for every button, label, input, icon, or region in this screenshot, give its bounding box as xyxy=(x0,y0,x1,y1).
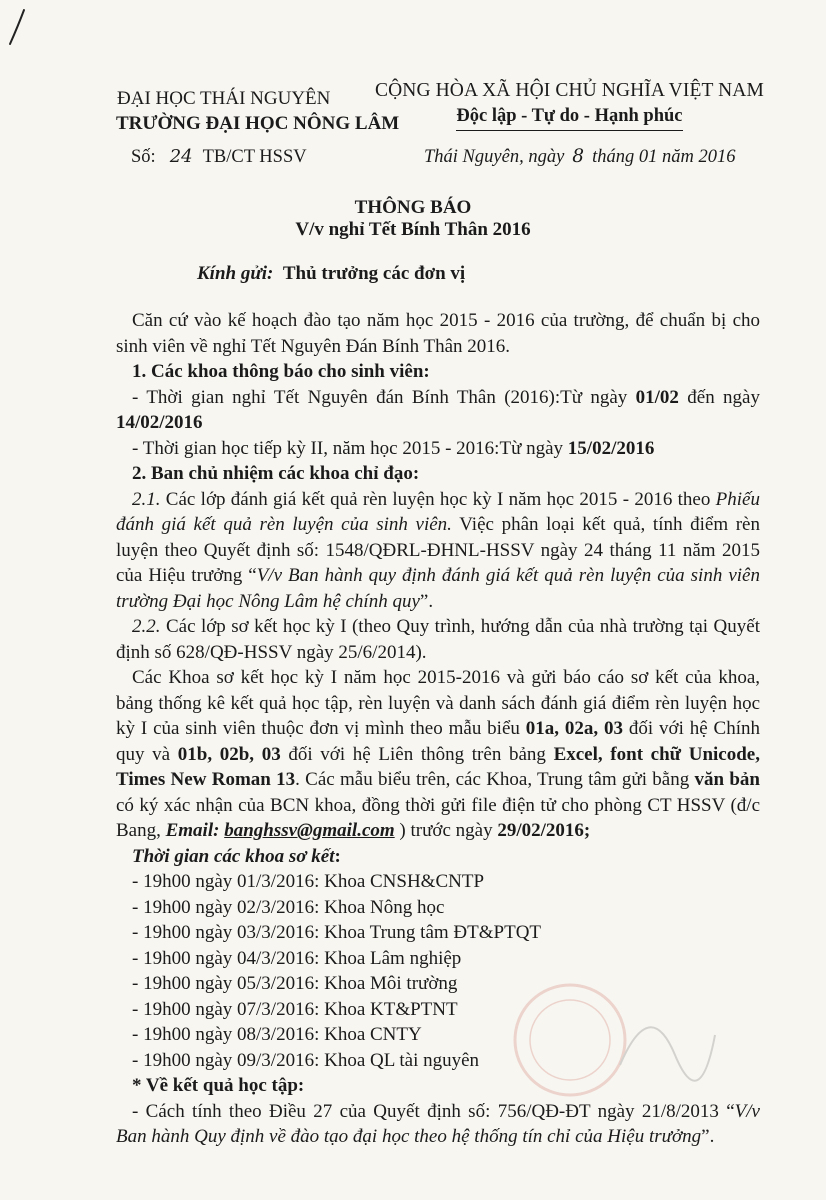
result-text-c: ”. xyxy=(701,1126,715,1147)
s1-l2-text: - Thời gian học tiếp kỳ II, năm học 2015 - 2016:Từ ngày xyxy=(132,437,568,459)
result-decision-title: V/v Ban hành Quy định về đào tạo đại học theo hệ thống tín chỉ của Hiệu trưởng xyxy=(116,1100,760,1147)
document-title: THÔNG BÁO xyxy=(354,197,472,218)
p3-forms-transfer: 01b, 02b, 03 xyxy=(177,743,281,765)
email-address: banghssv@gmail.com xyxy=(224,820,395,841)
schedule-item: - 19h00 ngày 02/3/2016: Khoa Nông học xyxy=(132,896,445,918)
schedule-heading xyxy=(116,844,760,870)
schedule-item: - 19h00 ngày 07/3/2016: Khoa KT&PTNT xyxy=(132,998,458,1020)
s21-decision-title: V/v Ban hành quy định đánh giá kết quả rèn luyện của sinh viên trường Đại học Nông Lâm hệ chính quy xyxy=(116,565,760,612)
schedule-item: - 19h00 ngày 04/3/2016: Khoa Lâm nghiệp xyxy=(132,947,462,969)
result-paragraph xyxy=(116,1099,760,1150)
result-text-a: - Cách tính theo Điều 27 của Quyết định số: 756/QĐ-ĐT ngày 21/8/2013 “ xyxy=(132,1100,735,1122)
schedule-item: - 19h00 ngày 05/3/2016: Khoa Môi trường xyxy=(132,973,458,994)
document-subject: V/v nghỉ Tết Bính Thân 2016 xyxy=(295,219,531,240)
schedule-item: - 19h00 ngày 09/3/2016: Khoa QL tài nguyên xyxy=(132,1049,480,1071)
p3-text-a: Các Khoa sơ kết học kỳ I năm học 2015-2016 và gửi báo cáo sơ kết của khoa, bảng thống kê kết quả học tập, rèn luyện và danh sách đánh giá điểm rèn luyện học kỳ I của sinh viên thuộc đơn vị mình theo mẫu biểu xyxy=(116,667,760,739)
s1-l1-mid: đến ngày xyxy=(678,386,760,408)
faded-seal-stamp xyxy=(500,975,730,1105)
org-line2: TRƯỜNG ĐẠI HỌC NÔNG LÂM xyxy=(116,113,400,134)
p3-deadline: 29/02/2016; xyxy=(497,820,591,841)
schedule-heading-colon: : xyxy=(334,845,341,867)
p3-text-g: . Các mẫu biểu trên, các Khoa, Trung tâm gửi bằng xyxy=(295,769,695,790)
schedule-item: - 19h00 ngày 01/3/2016: Khoa CNSH&CNTP xyxy=(132,871,485,892)
email-label: Email: xyxy=(165,820,220,841)
s21-text-c: Việc phân loại kết quả, tính điểm rèn luyện theo Quyết định số: 1548/QĐRL-ĐHNL-HSSV ngày 24 tháng 11 năm 2015 của Hiệu trưởng “ xyxy=(116,514,760,586)
p3-text-c: đối với hệ Chính quy và xyxy=(116,718,761,765)
country-name: CỘNG HÒA XÃ HỘI CHỦ NGHĨA VIỆT NAM xyxy=(375,80,764,101)
schedule-item: - 19h00 ngày 03/3/2016: Khoa Trung tâm ĐT&PTQT xyxy=(132,922,542,943)
document-code: TB/CT HSSV xyxy=(202,147,307,167)
document-number xyxy=(131,146,307,168)
so-label: Số: xyxy=(131,147,156,167)
recipient-line xyxy=(197,263,465,285)
section1-line2 xyxy=(116,436,760,462)
p3-text-e: đối với hệ Liên thông trên bảng xyxy=(280,743,554,765)
s1-l1-text: - Thời gian nghỉ Tết Nguyên đán Bính Thân (2016):Từ ngày xyxy=(132,386,636,408)
p3-text-i: có ký xác nhận của BCN khoa, đồng thời gửi file điện tử cho phòng CT HSSV (đ/c Bang, xyxy=(116,794,760,841)
p3-text-j: ) trước ngày xyxy=(394,820,498,841)
section2-1 xyxy=(116,487,760,615)
org-line1: ĐẠI HỌC THÁI NGUYÊN xyxy=(117,88,331,109)
p3-file-format: Excel, font chữ Unicode, Times New Roman 13 xyxy=(116,743,760,790)
section2-2 xyxy=(116,614,760,665)
section1-heading: 1. Các khoa thông báo cho sinh viên: xyxy=(132,361,430,382)
s21-number: 2.1. xyxy=(132,488,161,510)
issuing-organization xyxy=(117,86,399,136)
handwritten-day: 8 xyxy=(572,146,585,167)
recipient-name: Thủ trưởng các đơn vị xyxy=(282,263,466,284)
p3-document-word: văn bản xyxy=(694,769,760,790)
national-header xyxy=(375,78,764,131)
handwritten-number: 24 xyxy=(169,146,193,167)
section2-heading: 2. Ban chủ nhiệm các khoa chỉ đạo: xyxy=(132,463,420,484)
recipient-label: Kính gửi: xyxy=(197,263,274,284)
result-heading-text: * Về kết quả học tập xyxy=(132,1075,298,1096)
p3-forms-regular: 01a, 02a, 03 xyxy=(525,718,624,739)
s1-l1-date-start: 01/02 xyxy=(635,386,679,408)
issue-date xyxy=(424,146,735,168)
schedule-heading-text: Thời gian các khoa sơ kết xyxy=(132,845,335,867)
intro-paragraph: Căn cứ vào kế hoạch đào tạo năm học 2015 - 2016 của trường, để chuẩn bị cho sinh viên về nghỉ Tết Nguyên Đán Bính Thân 2016. xyxy=(116,310,760,357)
s1-l1-date-end: 14/02/2016 xyxy=(116,412,203,433)
report-paragraph xyxy=(116,665,760,844)
s1-l2-date: 15/02/2016 xyxy=(567,437,655,459)
handwritten-slash-mark xyxy=(4,8,28,48)
national-motto: Độc lập - Tự do - Hạnh phúc xyxy=(456,104,682,131)
section1-line1 xyxy=(116,385,760,436)
schedule-item: - 19h00 ngày 08/3/2016: Khoa CNTY xyxy=(132,1024,422,1045)
result-heading-colon: : xyxy=(297,1075,305,1096)
s21-text-e: ”. xyxy=(419,590,434,612)
date-suffix: tháng 01 năm 2016 xyxy=(592,147,736,167)
s21-form-name: Phiếu đánh giá kết quả rèn luyện của sinh viên. xyxy=(116,488,760,535)
date-prefix: Thái Nguyên, ngày xyxy=(424,147,565,167)
s22-number: 2.2. xyxy=(132,616,161,637)
s21-text-a: Các lớp đánh giá kết quả rèn luyện học kỳ I năm học 2015 - 2016 theo xyxy=(160,488,716,510)
s22-text: Các lớp sơ kết học kỳ I (theo Quy trình, hướng dẫn của nhà trường tại Quyết định số 628/QĐ-HSSV ngày 25/6/2014). xyxy=(116,616,760,663)
